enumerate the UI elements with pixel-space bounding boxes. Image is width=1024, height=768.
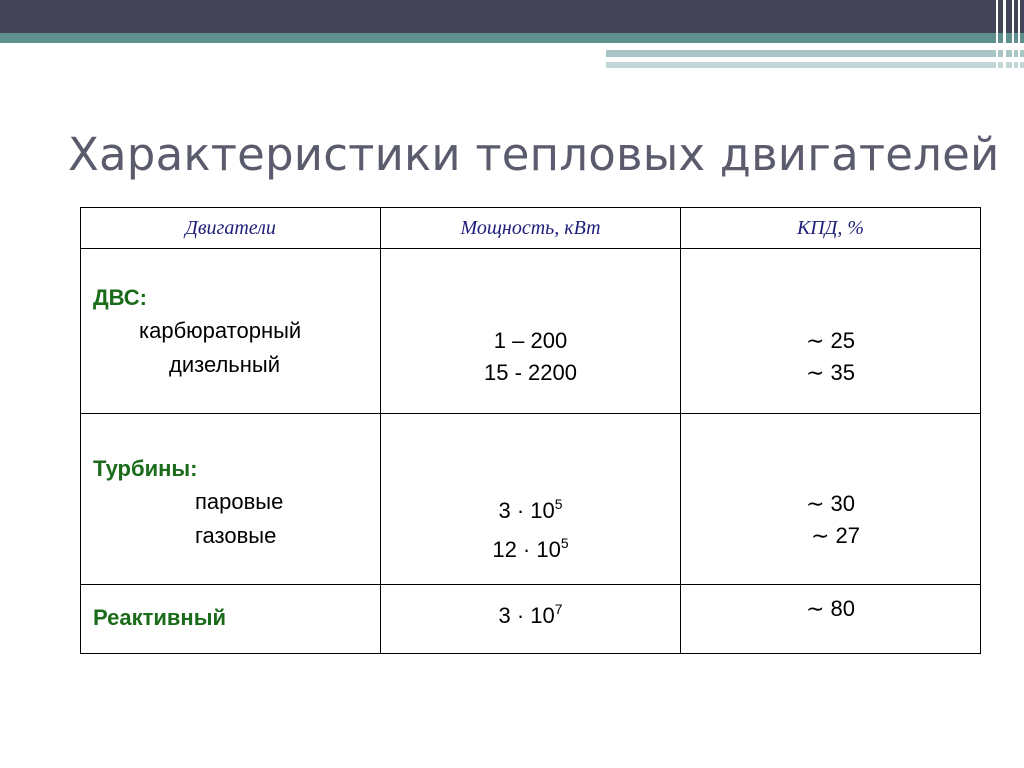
engine-cell [81, 585, 381, 654]
group-label-jet: Реактивный [93, 605, 227, 630]
efficiency-cell [681, 249, 981, 414]
header-vertical-lines [992, 0, 1024, 70]
engine-type-label: паровые [195, 489, 284, 514]
power-value: 15 - 2200 [484, 360, 577, 385]
efficiency-value: ∼ 27 [810, 523, 861, 548]
table-row [81, 585, 981, 654]
power-cell [381, 249, 681, 414]
efficiency-cell [681, 414, 981, 585]
header-power: Мощность, кВт [381, 208, 681, 249]
engines-table [80, 207, 981, 654]
engine-cell [81, 414, 381, 585]
header-light-stripe-2 [606, 62, 1024, 68]
group-label-turbines: Турбины: [93, 456, 198, 481]
efficiency-cell [681, 585, 981, 654]
efficiency-value: ∼ 35 [805, 360, 856, 385]
engine-cell [81, 249, 381, 414]
efficiency-value: ∼ 30 [805, 491, 856, 516]
group-label-ice: ДВС: [93, 285, 147, 310]
table-header-row [81, 208, 981, 249]
efficiency-value: ∼ 25 [805, 328, 856, 353]
efficiency-value: ∼ 80 [805, 596, 856, 621]
power-cell [381, 585, 681, 654]
power-cell [381, 414, 681, 585]
power-value: 1 – 200 [493, 328, 568, 353]
slide-title: Характеристики тепловых двигателей [68, 128, 1000, 181]
header-engines: Двигатели [81, 208, 381, 249]
power-value: $3 \cdot 10^5$ [498, 496, 563, 523]
header-teal-bar [0, 33, 1024, 43]
header-efficiency: КПД, % [681, 208, 981, 249]
table-row [81, 249, 981, 414]
header-gap [0, 43, 1024, 47]
table-row [81, 414, 981, 585]
engine-type-label: газовые [195, 523, 277, 548]
engine-type-label: дизельный [169, 352, 281, 377]
power-value: $3 \cdot 10^7$ [498, 601, 563, 628]
engine-type-label: карбюраторный [139, 318, 302, 343]
header-light-stripe [606, 50, 1024, 57]
power-value: $12 \cdot 10^5$ [492, 535, 569, 562]
header-dark-bar [0, 0, 1024, 33]
